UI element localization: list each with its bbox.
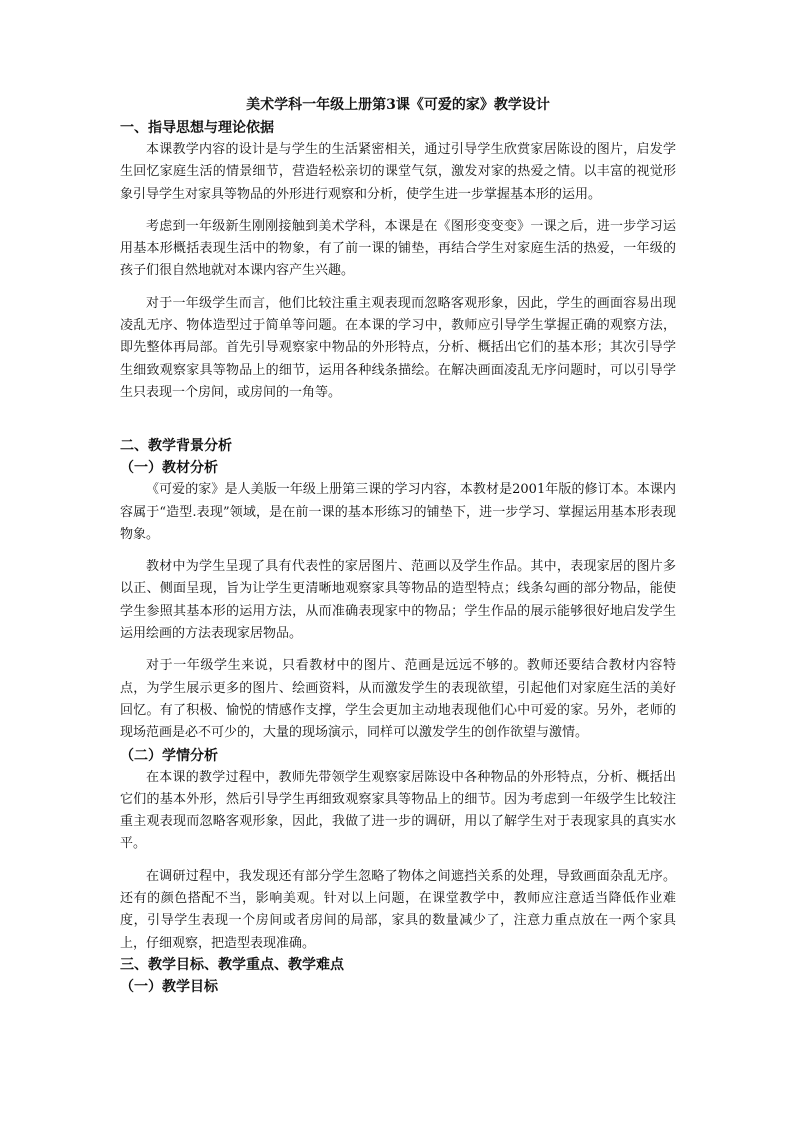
spacer (120, 414, 676, 436)
section-heading-1: 一、指导思想与理论依据 (120, 120, 274, 136)
paragraph: 考虑到一年级新生刚刚接触到美术学科，本课是在《图形变变变》一课之后，进一步学习运用基本形概括表现生活中的物象，有了前一课的铺垫，再结合学生对家庭生活的热爱，一年级的孩子们很自然地就对本课内容产生兴趣。 (120, 218, 676, 279)
subsection-heading: （一）教材分析 (120, 460, 218, 477)
paragraph: 对于一年级学生而言，他们比较注重主观表现而忽略客观形象，因此，学生的画面容易出现凌乱无序、物体造型过于简单等问题。在本课的学习中，教师应引导学生掌握正确的观察方法，即先整体再局部。首先引导观察家中物品的外形特点，分析、概括出它们的基本形；其次引导学生细致观察家具等物品上的细节，运用各种线条描绘。在解决画面凌乱无序问题时，可以引导学生只表现一个房间，或房间的一角等。 (120, 295, 676, 400)
section-heading-3: 三、教学目标、教学重点、教学难点 (120, 956, 344, 973)
paragraph: 《可爱的家》是人美版一年级上册第三课的学习内容，本教材是2001年版的修订本。本课内容属于“造型.表现”领域，是在前一课的基本形练习的铺垫下，进一步学习、掌握运用基本形表现物象。 (120, 482, 676, 542)
section-heading-2: 二、教学背景分析 (120, 438, 232, 455)
subsection-heading: （一）教学目标 (120, 978, 218, 995)
paragraph: 对于一年级学生来说，只看教材中的图片、范画是远远不够的。教师还要结合教材内容特点，为学生展示更多的图片、绘画资料，从而激发学生的表现欲望，引起他们对家庭生活的美好回忆。有了积极、愉悦的情感作支撑，学生会更加主动地表现他们心中可爱的家。另外，老师的现场范画是必不可少的，大量的现场演示，同样可以激发学生的创作欲望与激情。 (120, 658, 676, 741)
paragraph: 在调研过程中，我发现还有部分学生忽略了物体之间遮挡关系的处理，导致画面杂乱无序。还有的颜色搭配不当，影响美观。针对以上问题，在课堂教学中，教师应注意适当降低作业难度，引导学生表现一个房间或者房间的局部，家具的数量减少了，注意力重点放在一两个家具上，仔细观察，把造型表现准确。 (120, 868, 676, 951)
subsection-heading: （二）学情分析 (120, 747, 218, 764)
paragraph: 教材中为学生呈现了具有代表性的家居图片、范画以及学生作品。其中，表现家居的图片多以正、侧面呈现，旨为让学生更清晰地观察家具等物品的造型特点；线条勾画的部分物品，能使学生参照其基本形的运用方法，从而准确表现家中的物品；学生作品的展示能够很好地启发学生运用绘画的方法表现家居物品。 (120, 559, 676, 642)
document-title: 美术学科一年级上册第3课《可爱的家》教学设计 (246, 97, 550, 113)
paragraph: 本课教学内容的设计是与学生的生活紧密相关，通过引导学生欣赏家居陈设的图片，启发学生回忆家庭生活的情景细节，营造轻松亲切的课堂气氛，激发对家的热爱之情。以丰富的视觉形象引导学生对家具等物品的外形进行观察和分析，使学生进一步掌握基本形的运用。 (120, 142, 676, 202)
paragraph: 在本课的教学过程中，教师先带领学生观察家居陈设中各种物品的外形特点，分析、概括出它们的基本外形，然后引导学生再细致观察家具等物品上的细节。因为考虑到一年级学生比较注重主观表现而忽略客观形象，因此，我做了进一步的调研，用以了解学生对于表现家具的真实水平。 (120, 769, 676, 852)
